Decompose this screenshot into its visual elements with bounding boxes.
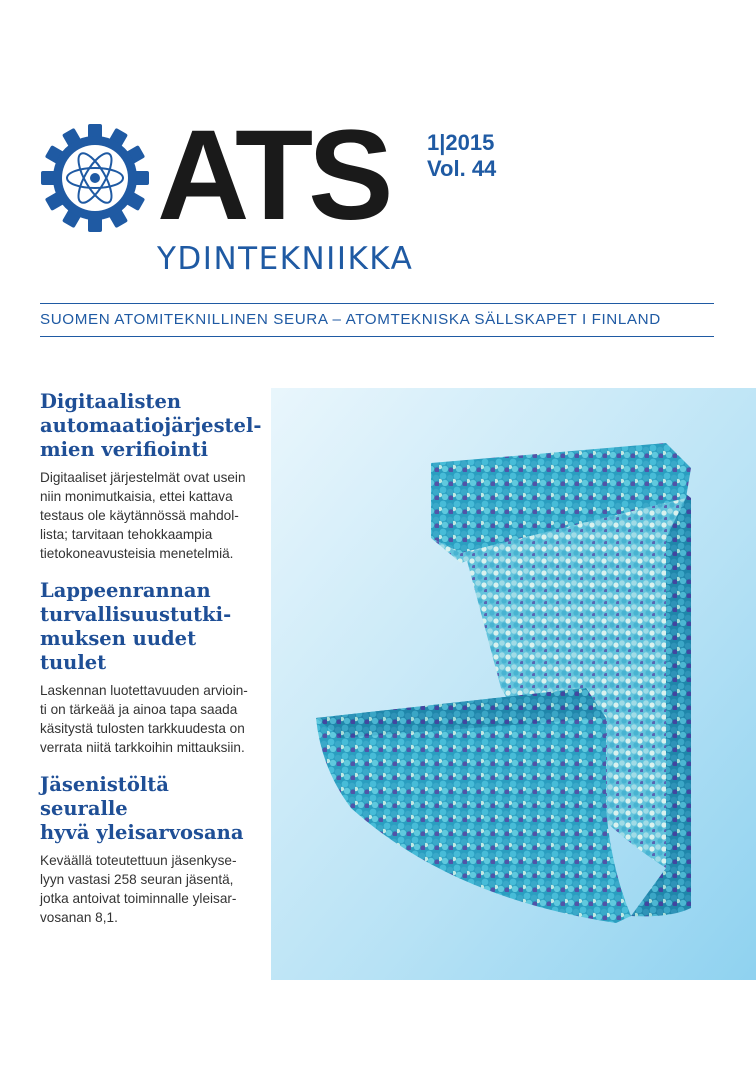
article-summary: Digitaaliset järjestelmät ovat usein niin monimutkaisia, ettei kattava testaus ole käytännössä mahdol- lista; tarvitaan tehokkaampia tietokoneavusteisia menetelmiä. — [40, 470, 246, 561]
article-list — [40, 390, 262, 943]
article-summary: Keväällä toteutettuun jäsenkyse- lyyn vastasi 258 seuran jäsentä, jotka antoivat toiminnalle yleisar- vosanan 8,1. — [40, 853, 237, 925]
article-summary: Laskennan luotettavuuden arvioin- ti on tärkeää ja ainoa tapa saada käsitystä tulosten tarkkuudesta on verrata niitä tarkkoihin mittauksiin. — [40, 683, 248, 755]
society-name: SUOMEN ATOMITEKNILLINEN SEURA – ATOMTEKNISKA SÄLLSKAPET I FINLAND — [40, 311, 661, 328]
cover-illustration — [271, 388, 756, 980]
article-teaser — [40, 579, 262, 757]
article-teaser — [40, 390, 262, 563]
article-title: Jäsenistöltä seuralle hyvä yleisarvosana — [40, 773, 244, 844]
magazine-title: ATS — [157, 104, 389, 247]
volume-number: Vol. 44 — [427, 156, 497, 181]
issue-number: 1|2015 — [427, 130, 495, 155]
gear-atom-icon — [41, 124, 149, 232]
issue-info — [427, 130, 496, 182]
divider-top — [40, 303, 714, 304]
article-title: Digitaalisten automaatiojärjestel- mien verifiointi — [40, 390, 262, 461]
article-teaser — [40, 773, 262, 927]
divider-bottom — [40, 336, 714, 337]
magazine-subtitle: YDINTEKNIIKKA — [157, 241, 414, 277]
article-title: Lappeenrannan turvallisuustutki- muksen uudet tuulet — [40, 579, 232, 674]
